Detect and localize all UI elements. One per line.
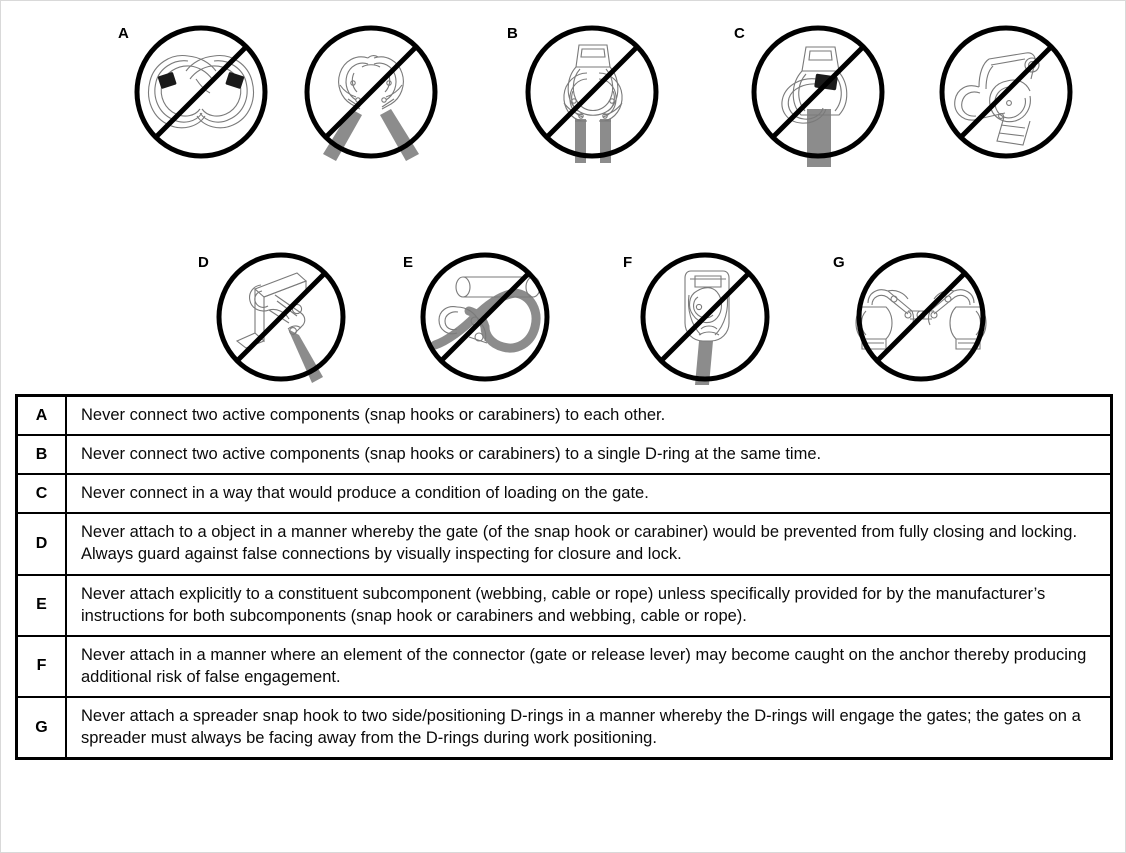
- figure-carabiner-gate-loading: [743, 21, 893, 171]
- row-text-e: Never attach explicitly to a constituent subcomponent (webbing, cable or rope) unless specifically provided for by the manufacturer’s instructions for both subcomponents (snap hook or carabiners and webbing, cable or rope).: [66, 575, 1110, 636]
- row-letter-d: D: [18, 513, 66, 574]
- rules-table: [18, 397, 1110, 757]
- snap-hook-pair-artwork: [339, 56, 404, 109]
- figure-snap-hook-gate-loading: [931, 21, 1081, 171]
- figure-letter-e: E: [403, 254, 414, 271]
- figure-hook-caught-on-anchor: [633, 249, 783, 389]
- table-row: [18, 513, 1110, 574]
- table-row: [18, 575, 1110, 636]
- figure-letter-f: F: [623, 254, 633, 271]
- figure-letter-c: C: [734, 25, 745, 42]
- row-text-d: Never attach to a object in a manner whereby the gate (of the snap hook or carabiner) would be prevented from fully closing and locking. Always guard against false connections by visually inspecting for closure and lock.: [66, 513, 1110, 574]
- figure-two-hooks-one-d-ring: [517, 21, 667, 171]
- prohibition-symbol: [859, 255, 983, 379]
- locking-sleeve: [158, 72, 245, 89]
- figure-snap-hook-to-snap-hook: [296, 21, 446, 171]
- table-row: [18, 636, 1110, 697]
- illustration-panel: [1, 1, 1126, 386]
- row-text-c: Never connect in a way that would produce a condition of loading on the gate.: [66, 474, 1110, 513]
- prohibition-symbol: [423, 255, 547, 379]
- prohibition-symbol: [137, 28, 265, 156]
- prohibition-symbol: [307, 28, 435, 156]
- prohibition-symbol: [942, 28, 1070, 156]
- prohibition-symbol: [528, 28, 656, 156]
- webbing-strap: [323, 109, 419, 161]
- figure-hook-on-angle-iron: [209, 249, 354, 389]
- table-row: [18, 697, 1110, 757]
- row-letter-e: E: [18, 575, 66, 636]
- figure-spreader-hook-two-d-rings: [846, 249, 996, 389]
- figure-letter-b: B: [507, 25, 518, 42]
- d-ring-artwork: [568, 45, 618, 115]
- figure-hook-on-webbing: [413, 249, 563, 389]
- row-letter-a: A: [18, 397, 66, 435]
- figure-carabiner-to-carabiner: [126, 21, 276, 171]
- table-row: [18, 474, 1110, 513]
- rules-table-wrapper: [15, 394, 1113, 760]
- row-text-f: Never attach in a manner where an element of the connector (gate or release lever) may become caught on the anchor thereby producing additional risk of false engagement.: [66, 636, 1110, 697]
- row-text-g: Never attach a spreader snap hook to two side/positioning D-rings in a manner whereby the D-rings will engage the gates; the gates on a spreader must always be facing away from the D-rings during work positioning.: [66, 697, 1110, 757]
- table-row: [18, 397, 1110, 435]
- figure-letter-d: D: [198, 254, 209, 271]
- row-letter-c: C: [18, 474, 66, 513]
- figure-letter-g: G: [833, 254, 845, 271]
- row-text-b: Never connect two active components (snap hooks or carabiners) to a single D-ring at the same time.: [66, 435, 1110, 474]
- table-row: [18, 435, 1110, 474]
- row-letter-f: F: [18, 636, 66, 697]
- figure-letter-a: A: [118, 25, 129, 42]
- row-text-a: Never connect two active components (snap hooks or carabiners) to each other.: [81, 406, 666, 424]
- prohibition-symbol: [219, 255, 343, 379]
- row-letter-g: G: [18, 697, 66, 757]
- row-letter-b: B: [18, 435, 66, 474]
